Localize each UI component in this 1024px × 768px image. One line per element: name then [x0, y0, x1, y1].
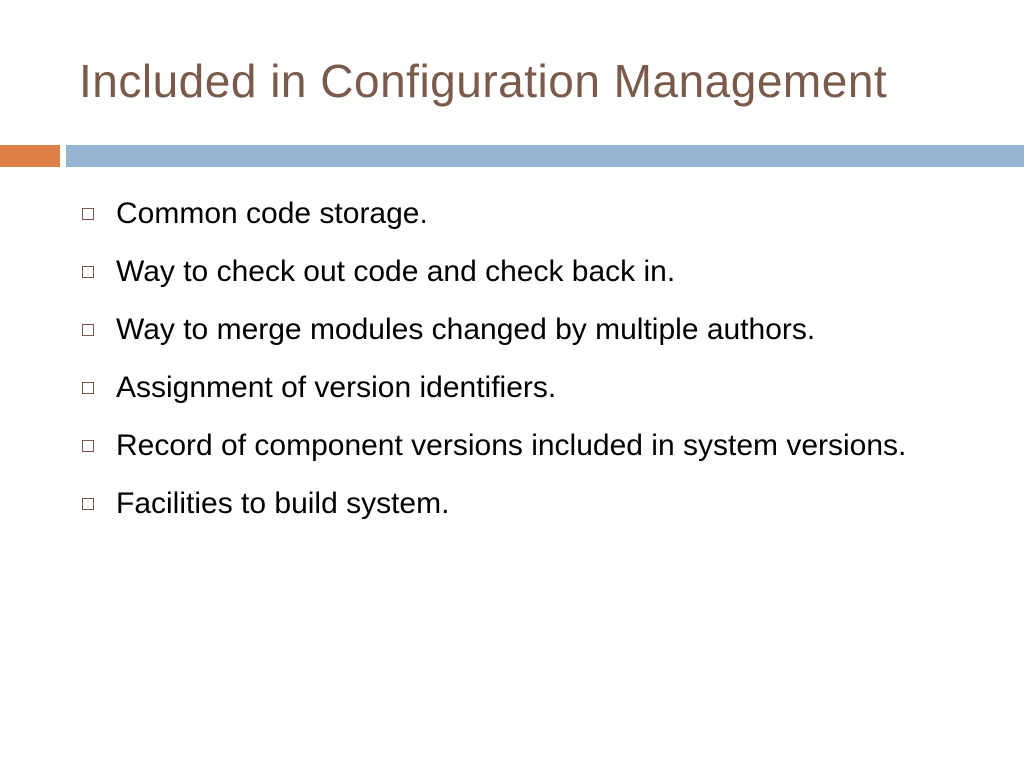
- hollow-square-icon: [82, 266, 94, 278]
- hollow-square-icon: [82, 208, 94, 220]
- bullet-item: [82, 190, 942, 238]
- bullet-text: Assignment of version identifiers.: [116, 371, 557, 404]
- slide-title: Included in Configuration Management: [79, 55, 888, 107]
- bullet-list: [82, 190, 942, 538]
- hollow-square-icon: [82, 498, 94, 510]
- accent-bar-blue: [66, 145, 1024, 167]
- bullet-item: [82, 248, 942, 296]
- accent-bar-orange: [0, 145, 60, 167]
- bullet-text: Way to merge modules changed by multiple authors.: [116, 313, 816, 346]
- bullet-text: Common code storage.: [116, 197, 428, 230]
- bullet-item: [82, 306, 942, 354]
- hollow-square-icon: [82, 440, 94, 452]
- bullet-item: [82, 422, 942, 470]
- bullet-text: Facilities to build system.: [116, 487, 450, 520]
- bullet-text: Record of component versions included in system versions.: [116, 429, 907, 462]
- bullet-item: [82, 480, 942, 528]
- bullet-item: [82, 364, 942, 412]
- hollow-square-icon: [82, 382, 94, 394]
- hollow-square-icon: [82, 324, 94, 336]
- bullet-text: Way to check out code and check back in.: [116, 255, 676, 288]
